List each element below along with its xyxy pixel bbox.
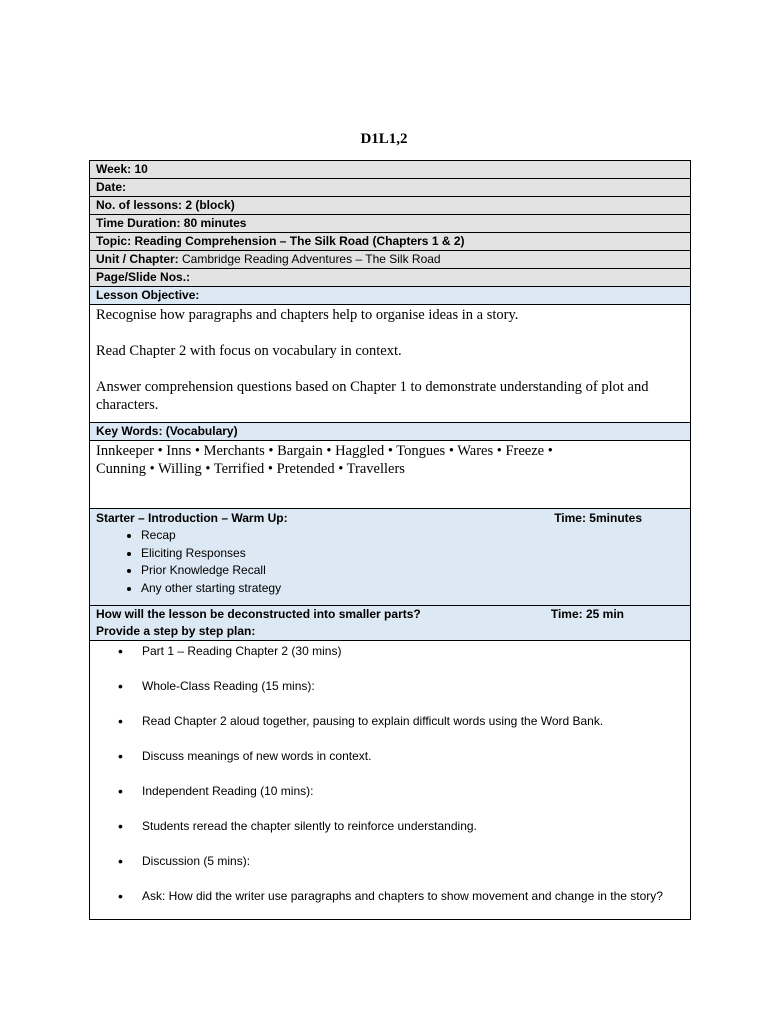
row-keywords bbox=[90, 441, 691, 509]
plan-label: Provide a step by step plan: bbox=[96, 624, 256, 638]
row-duration bbox=[90, 215, 691, 233]
date-cell: Date: bbox=[90, 179, 691, 197]
step-item: • Whole-Class Reading (15 mins): bbox=[142, 678, 684, 695]
step-item: • Read Chapter 2 aloud together, pausing to explain difficult words using the Word Bank. bbox=[142, 713, 684, 730]
step-item: • Ask: How did the writer use paragraphs and chapters to show movement and change in the story? bbox=[142, 888, 684, 905]
starter-item: • Eliciting Responses bbox=[141, 545, 684, 563]
topic-cell: Topic: Reading Comprehension – The Silk Road (Chapters 1 & 2) bbox=[90, 233, 691, 251]
step-item: • Discuss meanings of new words in context. bbox=[142, 748, 684, 765]
deconstruct-cell bbox=[90, 606, 691, 641]
deconstruct-header bbox=[96, 606, 684, 623]
keywords-label: Key Words: (Vocabulary) bbox=[90, 423, 691, 441]
row-topic bbox=[90, 233, 691, 251]
starter-time: Time: 5minutes bbox=[554, 511, 642, 525]
week-cell: Week: 10 bbox=[90, 161, 691, 179]
objectives-cell bbox=[90, 305, 691, 423]
starter-header bbox=[96, 510, 684, 527]
row-pages bbox=[90, 269, 691, 287]
unit-cell bbox=[90, 251, 691, 269]
objective-item: Read Chapter 2 with focus on vocabulary in context. bbox=[96, 343, 402, 359]
step-item: • Students reread the chapter silently to reinforce understanding. bbox=[142, 818, 684, 835]
starter-cell bbox=[90, 509, 691, 606]
objective-label: Lesson Objective: bbox=[90, 287, 691, 305]
steps-cell bbox=[90, 641, 691, 920]
starter-item: • Recap bbox=[141, 527, 684, 545]
objective-item: Recognise how paragraphs and chapters help to organise ideas in a story. bbox=[96, 307, 519, 323]
steps-list bbox=[96, 643, 684, 905]
row-week bbox=[90, 161, 691, 179]
row-objectives bbox=[90, 305, 691, 423]
starter-item: • Any other starting strategy bbox=[141, 580, 684, 598]
row-lessons bbox=[90, 197, 691, 215]
lessons-cell: No. of lessons: 2 (block) bbox=[90, 197, 691, 215]
step-item: • Discussion (5 mins): bbox=[142, 853, 684, 870]
objective-item: Answer comprehension questions based on Chapter 1 to demonstrate understanding of plot and characters. bbox=[96, 379, 649, 413]
starter-label: Starter – Introduction – Warm Up: bbox=[96, 511, 288, 525]
row-keywords-label bbox=[90, 423, 691, 441]
duration-cell: Time Duration: 80 minutes bbox=[90, 215, 691, 233]
step-item: • Part 1 – Reading Chapter 2 (30 mins) bbox=[142, 643, 684, 660]
row-starter bbox=[90, 509, 691, 606]
step-item: • Independent Reading (10 mins): bbox=[142, 783, 684, 800]
unit-label: Unit / Chapter: bbox=[96, 252, 179, 266]
row-objective-label bbox=[90, 287, 691, 305]
pages-cell: Page/Slide Nos.: bbox=[90, 269, 691, 287]
deconstruct-time: Time: 25 min bbox=[550, 607, 624, 621]
starter-item: • Prior Knowledge Recall bbox=[141, 562, 684, 580]
lesson-plan-table bbox=[89, 160, 691, 920]
keywords-cell bbox=[90, 441, 691, 509]
starter-list bbox=[96, 527, 684, 597]
row-unit bbox=[90, 251, 691, 269]
deconstruct-question: How will the lesson be deconstructed into smaller parts? bbox=[96, 607, 421, 621]
row-deconstruct bbox=[90, 606, 691, 641]
document-title: D1L1,2 bbox=[360, 131, 408, 147]
row-steps bbox=[90, 641, 691, 920]
row-date bbox=[90, 179, 691, 197]
keywords-line: Innkeeper • Inns • Merchants • Bargain • Haggled • Tongues • Wares • Freeze • bbox=[96, 443, 553, 459]
unit-value: Cambridge Reading Adventures – The Silk Road bbox=[178, 252, 441, 266]
keywords-line: Cunning • Willing • Terrified • Pretended • Travellers bbox=[96, 461, 405, 477]
